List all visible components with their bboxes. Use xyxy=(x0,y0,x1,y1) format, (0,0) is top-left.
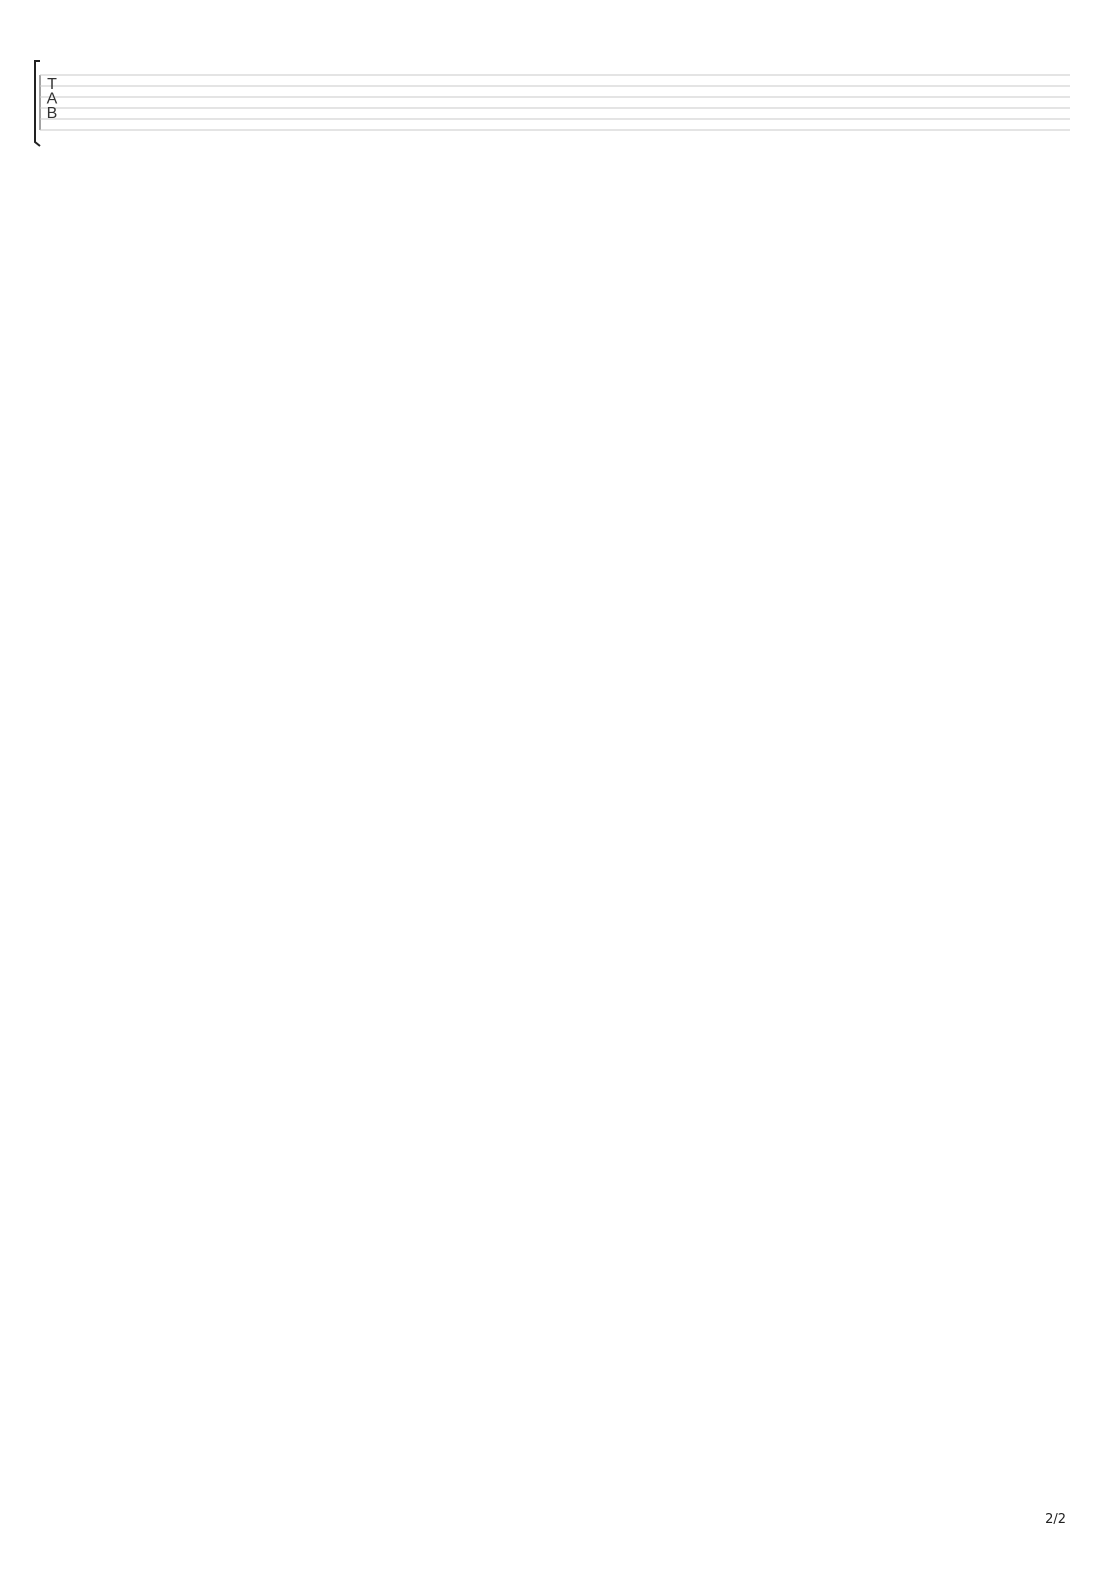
tab-clef-letter: B xyxy=(46,105,58,122)
page-number: 2/2 xyxy=(1045,1512,1066,1527)
tab-system xyxy=(35,61,1070,146)
tab-clef-letter: T xyxy=(47,76,57,93)
tab-clef-letter: A xyxy=(46,90,58,108)
system-bracket xyxy=(35,61,40,146)
